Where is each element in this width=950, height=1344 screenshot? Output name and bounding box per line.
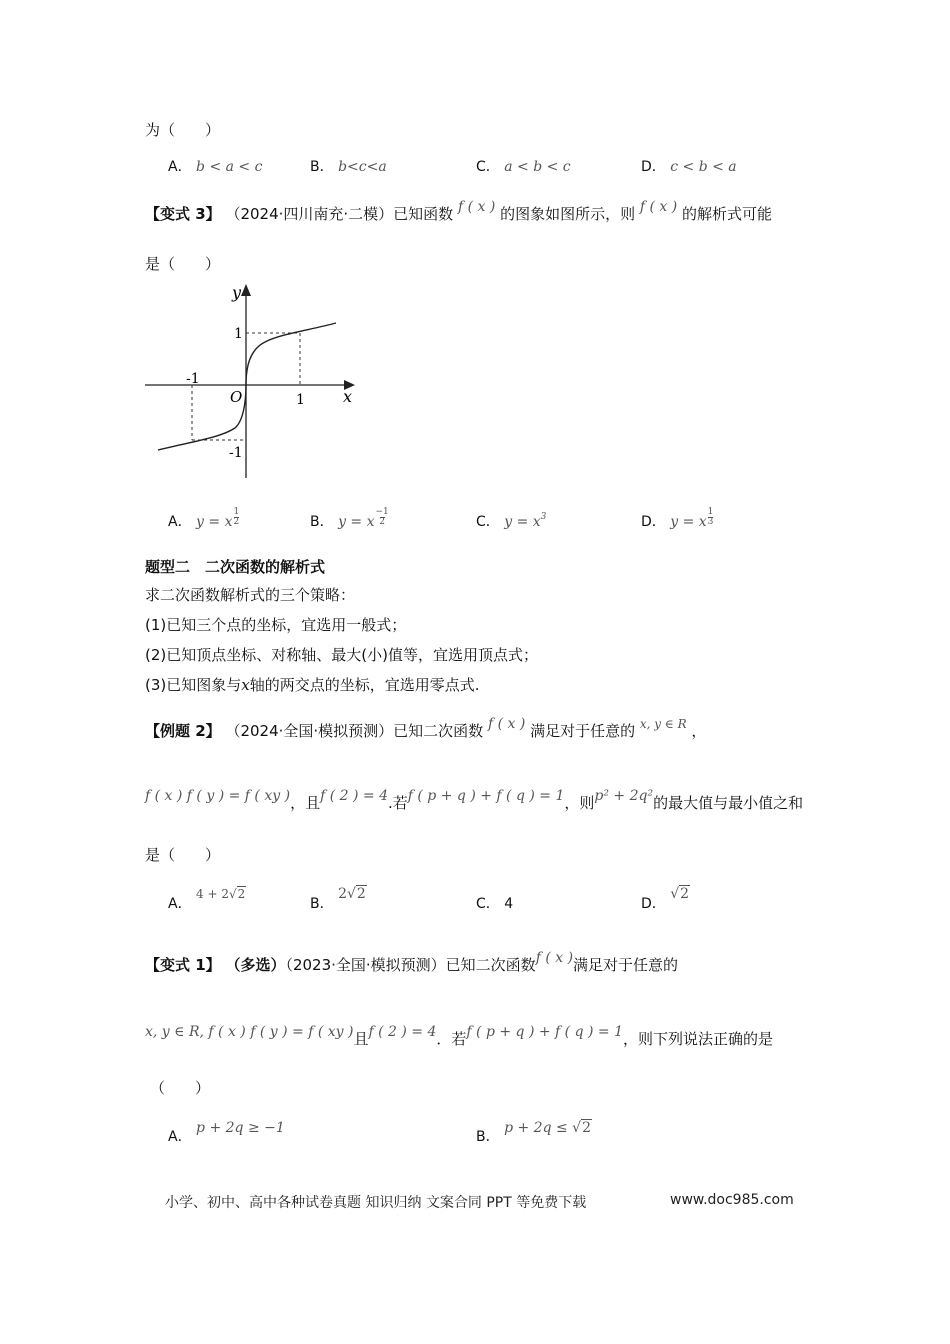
function-curve — [158, 323, 336, 450]
example2-then: ，则 — [564, 794, 595, 812]
variant1-eq3: f ( p + q ) + f ( q ) = 1 — [466, 1024, 624, 1040]
ex2-option-c-label: C． — [476, 896, 500, 912]
variant1-line2-math: x, y ∈ R, f ( x ) f ( y ) = f ( xy ) — [145, 1024, 354, 1040]
x-axis-label: x — [343, 387, 353, 406]
strategy-3-pre: (3)已知图象与 — [145, 676, 242, 694]
tick-y-neg: -1 — [229, 445, 243, 461]
v3-c-exp: 3 — [540, 512, 547, 522]
ex2-option-d: D． √2 — [641, 886, 690, 912]
strategy-3 — [145, 674, 480, 695]
variant1-cond: 满足对于任意的 — [573, 956, 679, 974]
strategy-3-x: x — [241, 676, 250, 694]
option-c-label: C． — [476, 159, 500, 175]
section-title: 题型二 二次函数的解析式 — [145, 558, 326, 576]
section-intro: 求二次函数解析式的三个策略： — [145, 586, 356, 604]
variant3-tag: 【变式 3】 — [145, 205, 221, 223]
option-b-label: B． — [310, 159, 334, 175]
v3-option-b-label: B． — [310, 514, 334, 530]
v1-option-b-label: B． — [476, 1129, 500, 1145]
v3-option-a — [168, 507, 240, 539]
variant1-tail: ，则下列说法正确的是 — [623, 1030, 774, 1048]
function-graph — [140, 278, 365, 483]
ex2-option-c — [476, 893, 513, 913]
variant1-fx: f ( x ) — [535, 950, 574, 966]
v1-option-a — [168, 1120, 285, 1146]
v3-option-c — [476, 511, 546, 531]
v3-a-exp-num: 1 — [233, 507, 240, 517]
option-a-label: A． — [168, 159, 192, 175]
ex2-b-rad: 2 — [356, 886, 366, 902]
ex2-b-pre: 2 — [338, 886, 347, 902]
ex2-d-rad: 2 — [680, 886, 690, 902]
v3-option-c-base: y = x — [504, 514, 541, 530]
option-b-math: b<c<a — [338, 159, 387, 175]
strategy-3-post: 轴的两交点的坐标，宜选用零点式. — [249, 676, 480, 694]
example2-eq3: f ( p + q ) + f ( q ) = 1 — [407, 788, 565, 804]
example2-fx: f ( x ) — [487, 716, 526, 732]
strategy-2: (2)已知顶点坐标、对称轴、最大(小)值等，宜选用顶点式； — [145, 646, 538, 664]
v3-option-a-base: y = x — [196, 514, 233, 530]
example2-if: .若 — [387, 794, 408, 812]
variant1-source: （2023·全国·模拟预测）已知二次函数 — [285, 956, 536, 974]
variant3-tail: 的解析式可能 — [682, 205, 773, 223]
v3-b-exp-num: 1 — [383, 507, 389, 517]
variant3-question — [145, 199, 773, 224]
example2-line3: 是（ ） — [145, 846, 221, 864]
variant1-line3: （ ） — [150, 1079, 211, 1097]
v3-option-d-base: y = x — [670, 514, 707, 530]
origin-label: O — [230, 388, 243, 406]
v1-option-b-rad: 2 — [582, 1120, 591, 1136]
option-d-math: c < b < a — [670, 159, 737, 175]
v1-option-b-math: p + 2q ≤ — [504, 1120, 573, 1136]
tick-x-neg: -1 — [186, 371, 200, 387]
example2-eq2: f ( 2 ) = 4 — [320, 788, 388, 804]
option-a — [168, 156, 262, 176]
variant1-eq2: f ( 2 ) = 4 — [368, 1024, 437, 1040]
strategy-1: (1)已知三个点的坐标，宜选用一般式； — [145, 616, 407, 634]
option-a-math: b < a < c — [196, 159, 263, 175]
ex2-option-b-label: B． — [310, 896, 334, 912]
v1-option-a-label: A． — [168, 1129, 192, 1145]
variant1-line2 — [145, 1024, 774, 1049]
option-c — [476, 156, 571, 176]
option-d-label: D． — [641, 159, 666, 175]
ex2-option-c-text: 4 — [504, 896, 514, 912]
footer-text: 小学、初中、高中各种试卷真题 知识归纳 文案合同 PPT 等免费下载 — [165, 1195, 587, 1211]
variant1-question — [145, 950, 679, 975]
ex2-option-d-label: D． — [641, 896, 666, 912]
v3-option-c-label: C． — [476, 514, 500, 530]
example2-xy: x, y ∈ R — [639, 717, 687, 731]
example2-tag: 【例题 2】 — [145, 722, 221, 740]
variant1-tag: 【变式 1】 — [145, 956, 221, 974]
example2-eq1: f ( x ) f ( y ) = f ( xy ) — [145, 788, 291, 804]
example2-cond: 满足对于任意的 — [530, 722, 636, 740]
example2-question — [145, 716, 707, 741]
ex2-a-pre: 4 + 2 — [196, 887, 229, 901]
v3-option-d-label: D． — [641, 514, 666, 530]
y-axis-arrow — [241, 284, 251, 296]
v3-d-exp-den: 3 — [707, 517, 714, 527]
v3-d-exp-num: 1 — [707, 507, 714, 517]
v3-option-b-base: y = x — [338, 514, 375, 530]
example2-ask: 的最大值与最小值之和 — [653, 794, 804, 812]
option-b — [310, 156, 387, 176]
ex2-a-rad: 2 — [237, 887, 246, 901]
y-axis-label: y — [232, 283, 242, 302]
v1-option-b: B． p + 2q ≤ √2 — [476, 1120, 591, 1145]
v3-b-exp-den: 2 — [379, 517, 385, 527]
variant3-fx: f ( x ) — [457, 199, 496, 215]
variant3-source: （2024·四川南充·二模）已知函数 — [225, 205, 454, 223]
tick-y-pos: 1 — [234, 326, 243, 342]
v3-option-d — [641, 507, 714, 539]
variant3-fx-2: f ( x ) — [639, 199, 678, 215]
v3-a-exp-den: 2 — [233, 517, 240, 527]
question-tail-line: 为（ ） — [145, 121, 221, 139]
option-d — [641, 156, 737, 176]
variant3-mid: 的图象如图所示，则 — [500, 205, 636, 223]
footer-url[interactable]: www.doc985.com — [670, 1192, 794, 1208]
v3-b-exp-sign: − — [375, 507, 384, 517]
example2-expr: p² + 2q² — [594, 788, 654, 804]
variant3-line2: 是（ ） — [145, 255, 221, 273]
tick-x-pos: 1 — [296, 392, 305, 408]
option-c-math: a < b < c — [504, 159, 571, 175]
example2-line2 — [145, 788, 804, 813]
example2-and: ，且 — [290, 794, 321, 812]
example2-source: （2024·全国·模拟预测）已知二次函数 — [225, 722, 484, 740]
v3-option-b — [310, 507, 389, 539]
variant1-and: 且 — [353, 1030, 369, 1048]
variant1-multi: （多选） — [225, 956, 286, 974]
ex2-option-b: B． 2√2 — [310, 886, 366, 912]
variant1-if: ．若 — [436, 1030, 467, 1048]
example2-comma: ， — [691, 722, 707, 740]
ex2-option-a-label: A． — [168, 896, 192, 912]
v1-option-a-math: p + 2q ≥ −1 — [196, 1120, 285, 1136]
ex2-option-a: A． 4 + 2√2 — [168, 887, 246, 912]
v3-option-a-label: A． — [168, 514, 192, 530]
